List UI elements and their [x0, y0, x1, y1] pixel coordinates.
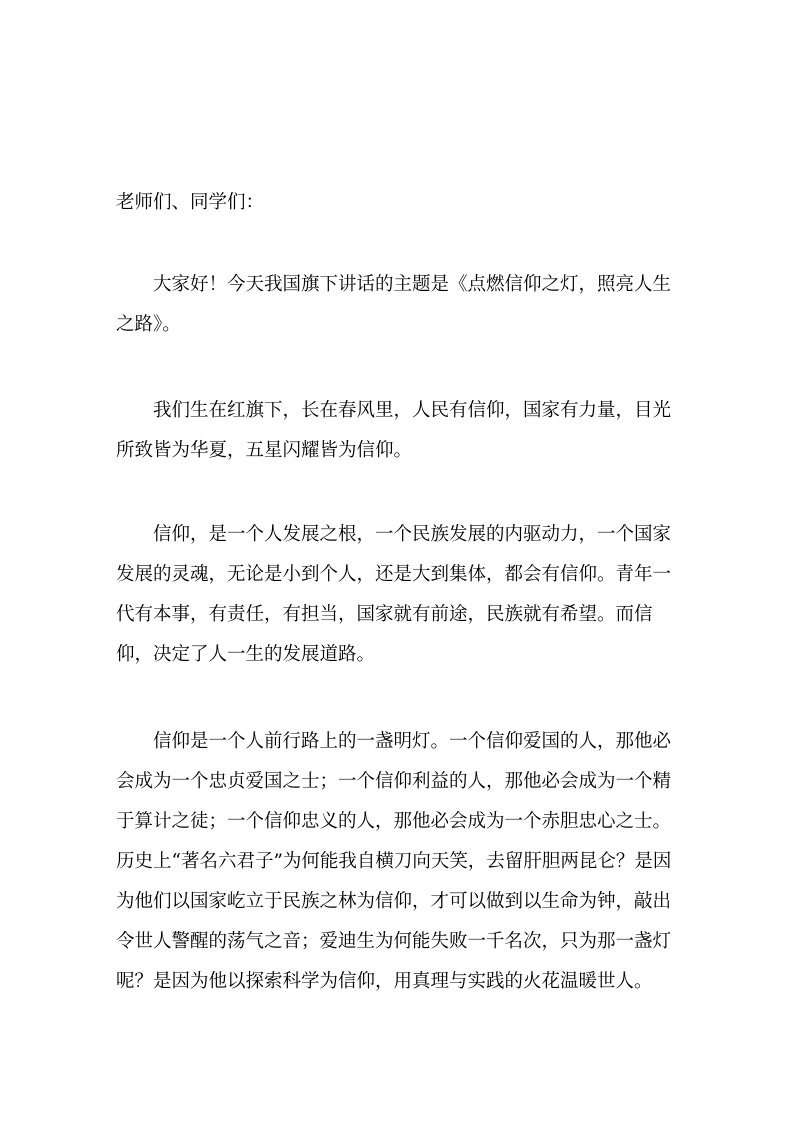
- speech-greeting: 老师们、同学们：: [116, 192, 265, 213]
- paragraph-faith-definition: 信仰，是一个人发展之根，一个民族发展的内驱动力，一个国家发展的灵魂，无论是小到个人，还是大到集体，都会有信仰。青年一代有本事，有责任，有担当，国家就有前途，民族就有希望。而信仰，决定了人一生的发展道路。: [116, 524, 672, 665]
- paragraph-faith-lamp: 信仰是一个人前行路上的一盏明灯。一个信仰爱国的人，那他必会成为一个忠贞爱国之士；一个信仰利益的人，那他必会成为一个精于算计之徒；一个信仰忠义的人，那他必会成为一个赤胆忠心之士。历史上“著名六君子”为何能我自横刀向天笑，去留肝胆两昆仑？是因为他们以国家屹立于民族之林为信仰，才可以做到以生命为钟，敲出令世人警醒的荡气之音；爱迪生为何能失败一千名次，只为那一盏灯呢？是因为他以探索科学为信仰，用真理与实践的火花温暖世人。: [116, 731, 672, 992]
- paragraph-red-flag: 我们生在红旗下，长在春风里，人民有信仰，国家有力量，目光所致皆为华夏，五星闪耀皆为信仰。: [116, 400, 672, 461]
- paragraph-opening: 大家好！今天我国旗下讲话的主题是《点燃信仰之灯，照亮人生之路》。: [116, 274, 672, 335]
